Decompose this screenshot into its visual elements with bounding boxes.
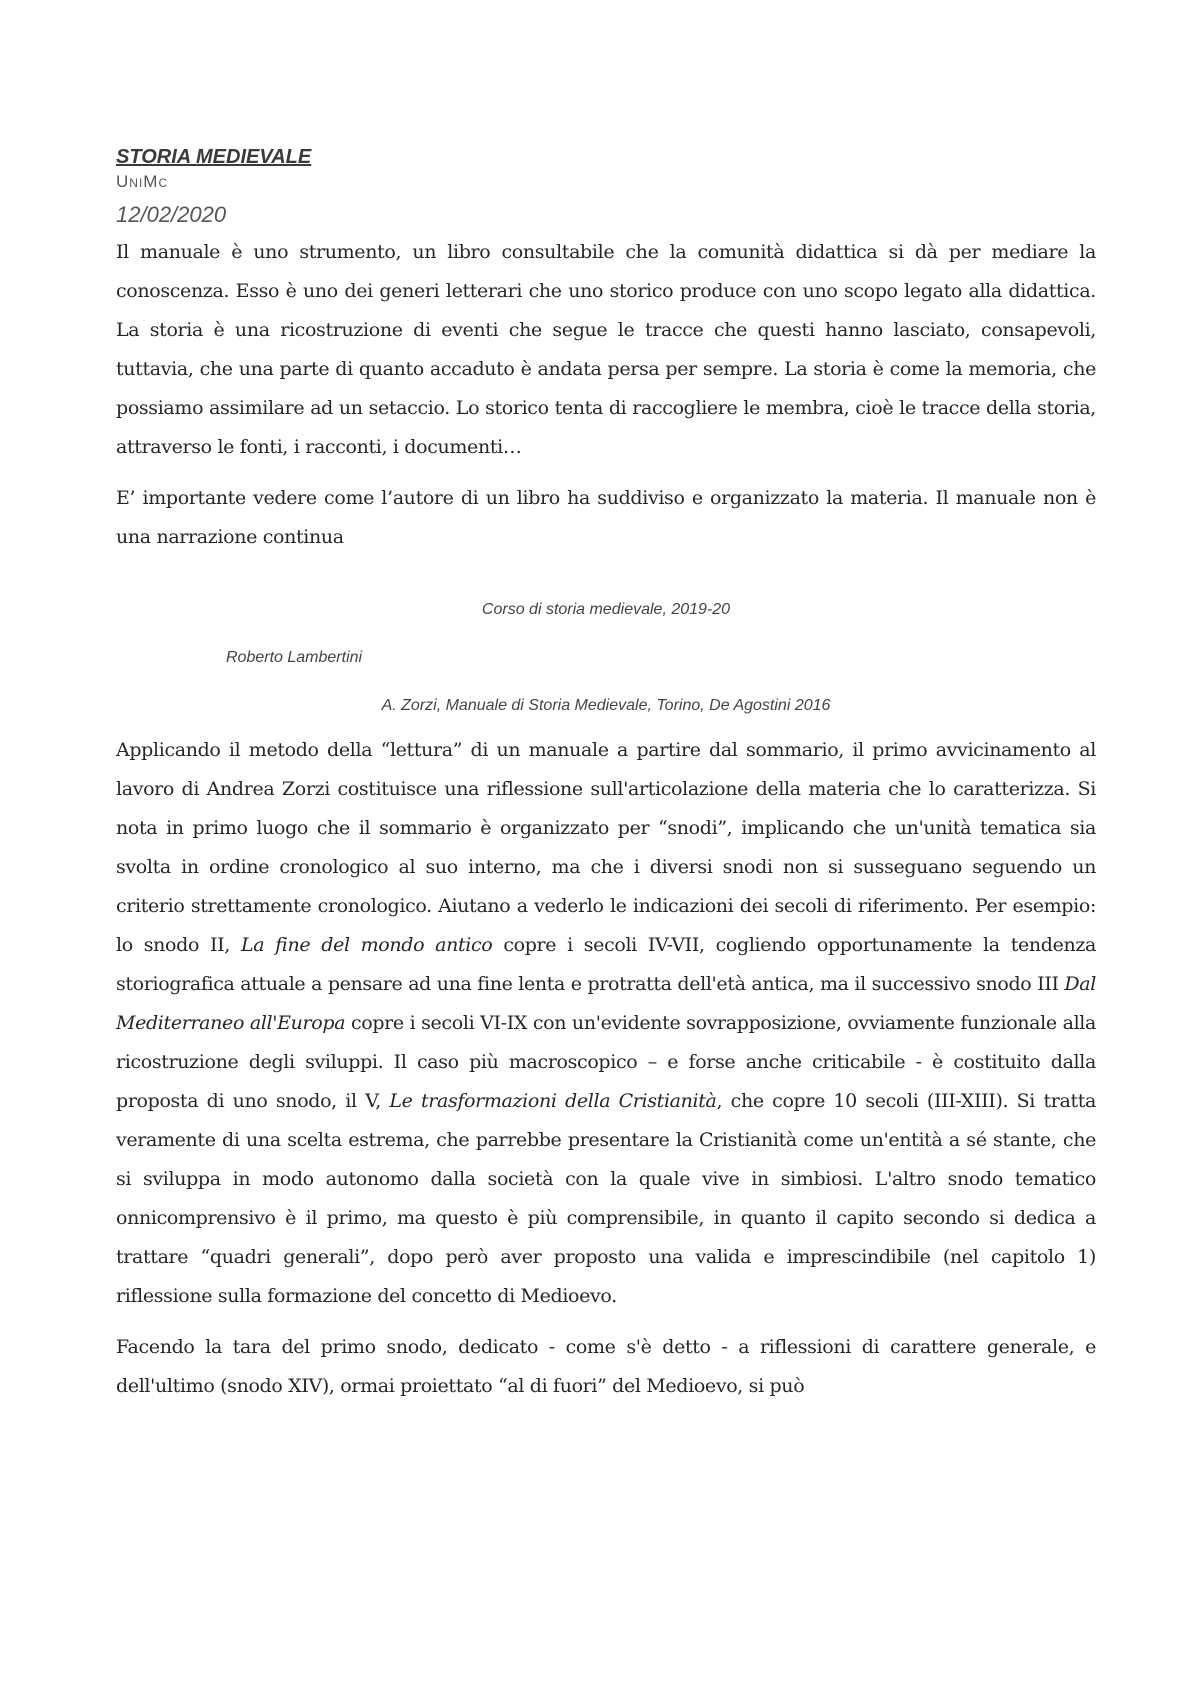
- paragraph-analysis: [116, 731, 1096, 1316]
- analysis-text-2: copre i secoli IV-VII, cogliendo opportunamente la tendenza storiografica attuale a pensare ad una fine lenta e protratta dell'età antica, ma il successivo snodo III: [116, 934, 1096, 995]
- analysis-text-4: , che copre 10 secoli (III-XIII). Si tratta veramente di una scelta estrema, che parrebbe presentare la Cristianità come un'entità a sé stante, che si sviluppa in modo autonomo dalla società con la quale vive in simbiosi. L'altro snodo tematico onnicomprensivo è il primo, ma questo è più comprensibile, in quanto il capito secondo si dedica a trattare “quadri generali”, dopo però aver proposto una valida e imprescindibile (nel capitolo 1) riflessione sulla formazione del concetto di Medioevo.: [116, 1090, 1097, 1307]
- paragraph-intro: Il manuale è uno strumento, un libro consultabile che la comunità didattica si dà per mediare la conoscenza. Esso è uno dei generi letterari che uno storico produce con uno scopo legato alla didattica. La storia è una ricostruzione di eventi che segue le tracce che questi hanno lasciato, consapevoli, tuttavia, che una parte di quanto accaduto è andata persa per sempre. La storia è come la memoria, che possiamo assimilare ad un setaccio. Lo storico tenta di raccogliere le membra, cioè le tracce della storia, attraverso le fonti, i racconti, i documenti…: [116, 241, 1096, 458]
- analysis-text-3: copre i secoli VI-IX con un'evidente sovrapposizione, ovviamente funzionale alla ricostruzione degli sviluppi. Il caso più macroscopico – e forse anche criticabile - è costituito dalla proposta di uno snodo, il V,: [116, 1012, 1096, 1112]
- analysis-text-1: Applicando il metodo della “lettura” di un manuale a partire dal sommario, il primo avvicinamento al lavoro di Andrea Zorzi costituisce una riflessione sull'articolazione della materia che lo caratterizza. Si nota in primo luogo che il sommario è organizzato per “snodi”, implicando che un'unità tematica sia svolta in ordine cronologico al suo interno, ma che i diversi snodi non si susseguano seguendo un criterio strettamente cronologico. Aiutano a vederlo le indicazioni dei secoli di riferimento. Per esempio: lo snodo II,: [116, 739, 1096, 956]
- author-credit: Roberto Lambertini: [226, 649, 363, 666]
- document-subtitle: UniMc: [116, 172, 169, 191]
- snodo-title-iii: Dal Mediterraneo all'Europa: [116, 973, 1096, 1034]
- book-reference: A. Zorzi, Manuale di Storia Medievale, Torino, De Agostini 2016: [381, 697, 831, 714]
- snodo-title-v: Le trasformazioni della Cristianità: [389, 1090, 717, 1112]
- document-content: [116, 145, 1096, 1406]
- document-title: STORIA MEDIEVALE: [116, 146, 312, 168]
- paragraph-continuation: Facendo la tara del primo snodo, dedicato - come s'è detto - a riflessioni di carattere generale, e dell'ultimo (snodo XIV), ormai proiettato “al di fuori” del Medioevo, si può: [116, 1336, 1096, 1397]
- lecture-date: 12/02/2020: [116, 202, 227, 227]
- course-credit: Corso di storia medievale, 2019-20: [481, 601, 731, 618]
- paragraph-organization: E’ importante vedere come l’autore di un libro ha suddiviso e organizzato la materia. Il manuale non è una narrazione continua: [116, 487, 1096, 548]
- snodo-title-ii: La fine del mondo antico: [240, 934, 493, 956]
